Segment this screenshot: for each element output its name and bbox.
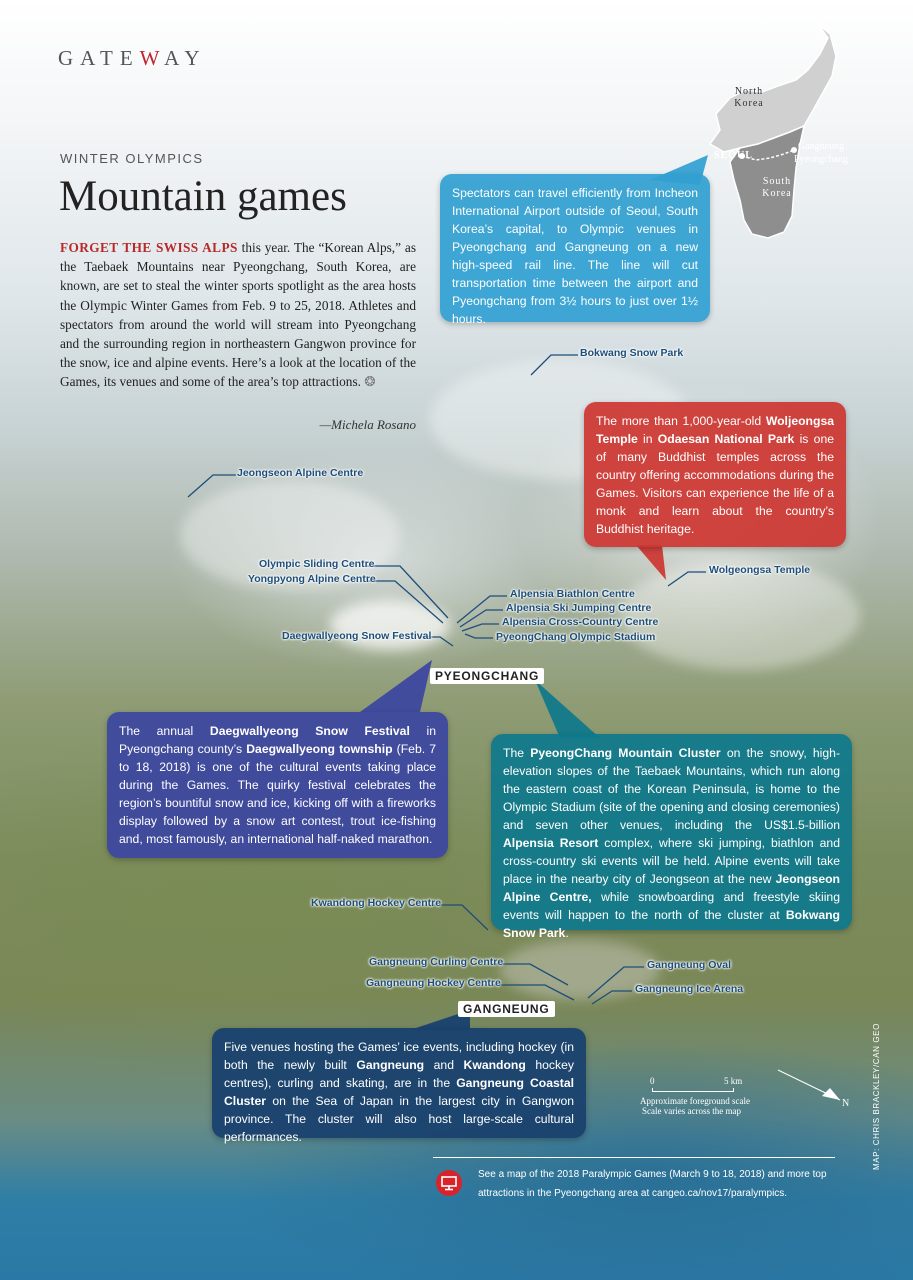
end-mark-icon: ❂ [364, 374, 376, 390]
monitor-glyph [436, 1170, 462, 1196]
callout-mountain: The PyeongChang Mountain Cluster on the snowy, high-elevation slopes of the Taebaek Mountains, which run along the eastern coast of the Korean Peninsula, is home to the Olympic Stadium (site of the opening and closing ceremonies) and seven other venues, including the US$1.5-billion Alpensia Resort complex, where ski jumping, biathlon and cross-country ski events will be held. Alpine events will take place in the nearby city of Jeongseon at the new Jeongseon Alpine Centre, while snowboarding and freestyle skiing events will happen to the north of the cluster at Bokwang Snow Park. [491, 734, 852, 930]
scale-zero: 0 [650, 1076, 655, 1086]
label-icearena: Gangneung Ice Arena [635, 983, 744, 995]
brand-gateway: GATEWAY [58, 46, 207, 70]
inset-label-north: North Korea [734, 86, 764, 109]
footer-rule [433, 1157, 835, 1158]
callout-temple: The more than 1,000-year-old Woljeongsa Temple in Odaesan National Park is one of many Buddhist temples across the country offering accommodations during the Games. Visitors can experience the life of a monk and learn about the country’s Buddhist heritage. [584, 402, 846, 547]
label-yongpyong: Yongpyong Alpine Centre [248, 573, 376, 585]
label-wolgeongsa: Wolgeongsa Temple [709, 564, 811, 576]
page-title: Mountain games [59, 173, 347, 220]
label-stadium: PyeongChang Olympic Stadium [496, 631, 656, 643]
label-curling: Gangneung Curling Centre [369, 956, 504, 968]
north-arrow-head [822, 1088, 840, 1100]
section-kicker: WINTER OLYMPICS [60, 151, 204, 166]
scale-caption-1: Approximate foreground scale [640, 1096, 750, 1106]
label-kwandong: Kwandong Hockey Centre [311, 897, 442, 909]
inset-label-gangneung: Gangneung [798, 141, 845, 152]
callout-coastal: Five venues hosting the Games’ ice events, including hockey (in both the newly built Gangneung and Kwandong hockey centres), curling and skating, are in the Gangneung Coastal Cluster on the Sea of Japan in the largest city in Gangwon province. The cluster will also host large-scale cultural performances. [212, 1028, 586, 1138]
map-credit: MAP: CHRIS BRACKLEY/CAN GEO [872, 1023, 881, 1170]
inset-label-south: South Korea [762, 176, 792, 199]
label-biathlon: Alpensia Biathlon Centre [510, 588, 635, 600]
label-skijump: Alpensia Ski Jumping Centre [506, 602, 652, 614]
byline: —Michela Rosano [319, 417, 416, 432]
city-pyeongchang: PYEONGCHANG [430, 668, 544, 684]
scale-five: 5 km [724, 1076, 743, 1086]
city-gangneung: GANGNEUNG [458, 1001, 555, 1017]
north-label: N [842, 1098, 850, 1109]
callout-festival: The annual Daegwallyeong Snow Festival in Pyeongchang county’s Daegwallyeong township (Feb. 7 to 18, 2018) is one of the cultural events taking place during the Games. The quirky festival celebrates the region’s bountiful snow and ice, kicking off with a fireworks display followed by a snow art contest, trout ice-fishing and, most famously, an international half-naked marathon. [107, 712, 448, 858]
label-sliding: Olympic Sliding Centre [259, 558, 375, 570]
label-bokwang: Bokwang Snow Park [580, 347, 684, 359]
scale-caption-2: Scale varies across the map [642, 1106, 741, 1116]
label-crosscountry: Alpensia Cross-Country Centre [502, 616, 659, 628]
inset-label-seoul: SEOUL [714, 150, 753, 161]
label-oval: Gangneung Oval [647, 959, 732, 971]
intro-body: this year. The “Korean Alps,” as the Taebaek Mountains near Pyeongchang, South Korea, are known, are set to steal the winter sports spotlight as the area hosts the Olympic Winter Games from Feb. 9 to 25, 2018. Athletes and spectators from around the world will stream into Pyeongchang and the surrounding region in northeastern Gangwon province for the snow, ice and alpine events. Here’s a look at the location of the Games, its venues and some of the area’s top attractions. [60, 240, 416, 390]
monitor-icon [436, 1170, 462, 1196]
label-hockey: Gangneung Hockey Centre [366, 977, 501, 989]
intro-lead: FORGET THE SWISS ALPS [60, 240, 238, 255]
label-jeongseon: Jeongseon Alpine Centre [237, 467, 364, 479]
callout-rail: Spectators can travel efficiently from Incheon International Airport outside of Seoul, South Korea’s capital, to Olympic venues in Pyeongchang and Gangneung on a new high-speed rail line. The line will cut transportation time between the airport and Pyeongchang from 3½ hours to just over 1½ hours. [440, 174, 710, 322]
label-festival: Daegwallyeong Snow Festival [282, 630, 432, 642]
inset-label-pyeongchang: Pyeongchang [794, 154, 848, 165]
footer-text: See a map of the 2018 Paralympic Games (March 9 to 18, 2018) and more top attractions in the Pyeongchang area at cangeo.ca/nov17/paralympics. [478, 1169, 827, 1199]
